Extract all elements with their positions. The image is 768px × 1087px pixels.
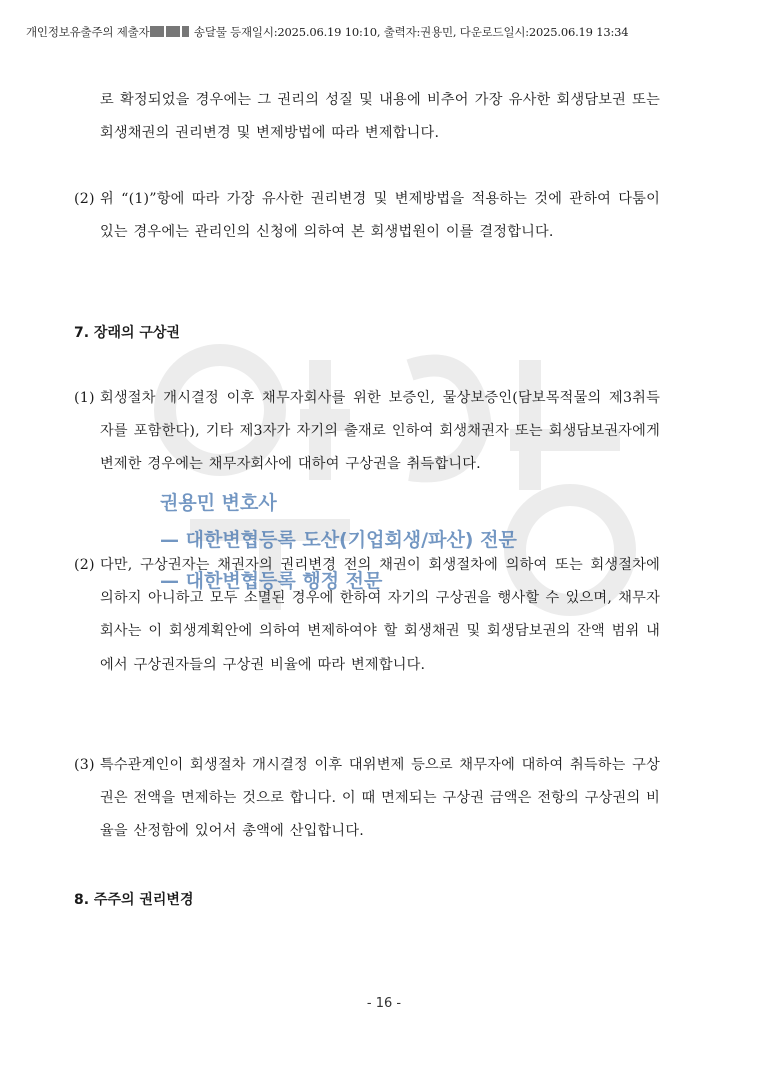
item-text: 회생절차 개시결정 이후 채무자회사를 위한 보증인, 물상보증인(담보목적물의 제3취득자를 포함한다), 기타 제3자가 자기의 출재로 인하여 회생채권자 또는 회생담보권자에게 변제한 경우에는 채무자회사에 대하여 구상권을 취득합니다. bbox=[100, 390, 660, 473]
document-header bbox=[26, 24, 758, 40]
redaction-mark bbox=[166, 26, 180, 37]
item-text: 위 “(1)”항에 따라 가장 유사한 권리변경 및 변제방법을 적용하는 것에 관하여 다툼이 있는 경우에는 관리인의 신청에 의하여 본 회생법원이 이를 결정합니다. bbox=[100, 191, 660, 241]
item-number: (2) bbox=[74, 191, 95, 207]
watermark-line-1: 권용민 변호사 bbox=[160, 492, 277, 514]
paragraph-continuation: 로 확정되었을 경우에는 그 권리의 성질 및 내용에 비추어 가장 유사한 회생담보권 또는 회생채권의 권리변경 및 변제방법에 따라 변제합니다. bbox=[100, 92, 660, 142]
paragraph-item-3 bbox=[74, 749, 660, 849]
paragraph-item-2 bbox=[74, 183, 660, 249]
paragraph-item-1 bbox=[74, 382, 660, 482]
item-number: (1) bbox=[74, 390, 95, 406]
section-heading-7: 7. 장래의 구상권 bbox=[74, 325, 180, 341]
redaction-mark bbox=[150, 26, 164, 37]
item-text: 다만, 구상권자는 채권자의 권리변경 전의 채권이 회생절차에 의하여 또는 회생절차에 의하지 아니하고 모두 소멸된 경우에 한하여 자기의 구상권을 행사할 수 있으며, 채무자회사는 이 회생계획안에 의하여 변제하여야 할 회생채권 및 회생담보권의 잔액 범위 내에서 구상권자들의 구상권 비율에 따라 변제합니다. bbox=[100, 557, 660, 673]
page-number: - 16 - bbox=[366, 996, 402, 1011]
watermark-line-2: — 대한변협등록 도산(기업회생/파산) 전문 bbox=[160, 529, 517, 551]
item-number: (2) bbox=[74, 557, 95, 573]
header-prefix: 개인정보유출주의 제출자 bbox=[26, 25, 150, 39]
item-number: (3) bbox=[74, 757, 95, 773]
watermark-line-3: — 대한변협등록 행정 전문 bbox=[160, 570, 383, 592]
section-heading-8: 8. 주주의 권리변경 bbox=[74, 892, 194, 908]
redaction-mark bbox=[182, 26, 189, 37]
item-text: 특수관계인이 회생절차 개시결정 이후 대위변제 등으로 채무자에 대하여 취득하는 구상권은 전액을 면제하는 것으로 합니다. 이 때 면제되는 구상권 금액은 전항의 구상권의 비율을 산정함에 있어서 총액에 산입합니다. bbox=[100, 757, 660, 840]
header-suffix: 송달물 등재일시:2025.06.19 10:10, 출력자:권용민, 다운로드일시:2025.06.19 13:34 bbox=[190, 25, 629, 39]
